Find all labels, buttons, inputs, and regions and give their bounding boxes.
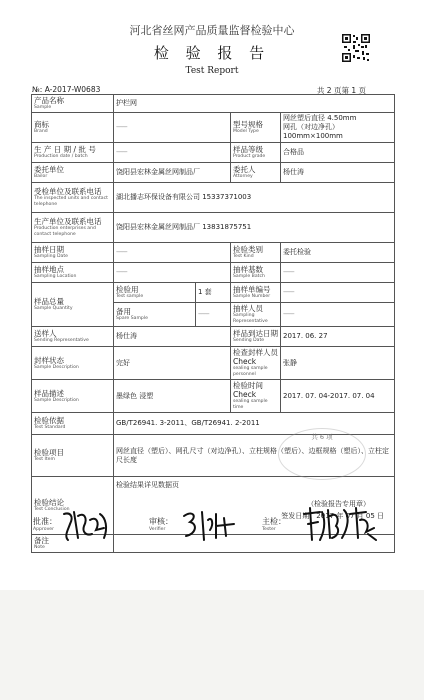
label-test-sample: 检验用 Test sample [114,283,196,303]
value-sampling-rep: ------- [281,303,395,327]
label-inspected-unit: 受检单位及联系电话 The inspected units and contact telephone [32,183,114,213]
label-brand: 商标 Brand [32,113,114,143]
value-sample-number: ------- [281,283,395,303]
label-product-name: 产品名称 Sample [32,95,114,113]
label-sampling-date: 抽样日期 Sampling Date [32,243,114,263]
report-number: №: A-2017-W0683 [32,85,101,94]
tester-label: 主检： Tester [262,517,286,532]
label-sample-quantity: 样品总量 Sample Quantity [32,283,114,327]
label-sampling-rep: 抽样人员 Sampling Representative [231,303,281,327]
value-bailor: 饶阳县宏林金属丝网制品厂 [114,163,231,183]
report-table [31,94,395,553]
label-seal-state: 封样状态 Sample Description [32,347,114,380]
qr-code-icon [341,33,371,63]
label-sample-batch: 抽样基数 Sample Batch [231,263,281,283]
label-production-unit: 生产单位及联系电话 Production enterprises and contact telephone [32,213,114,243]
label-test-kind: 检验类别 Test Kind [231,243,281,263]
approver-label: 批准： Approver [33,517,57,532]
label-sending-date: 样品到达日期 Sending Date [231,327,281,347]
value-sampling-location: ------- [114,263,231,283]
label-grade: 样品等级 Product grade [231,143,281,163]
value-product-name: 护栏网 [114,95,395,113]
value-attorney: 杨仕涛 [281,163,395,183]
value-test-kind: 委托检验 [281,243,395,263]
seal-label: （检验报告专用章） [307,500,371,508]
label-standard: 检验依据 Test Standard [32,413,114,435]
report-title: 检 验 报 告 [153,44,271,62]
value-test-time: 2017. 07. 04-2017. 07. 04 [281,380,395,413]
label-sending-rep: 送样人 Sending Representative [32,327,114,347]
label-date-batch: 生 产 日 期 / 批 号 Production date / batch [32,143,114,163]
label-test-items: 检验项目 Test Item [32,435,114,477]
value-test-items: 网丝直径（塑后）、网孔尺寸（对边净孔）、立柱规格（塑后）、边框规格（塑后）、立柱定尺长度 [114,435,395,477]
value-description: 墨绿色 浸塑 [114,380,231,413]
label-check-person: 检查封样人员 Check sealing sample personnel [231,347,281,380]
value-brand: ------- [114,113,231,143]
label-conclusion: 检验结论 Test Conclusion [32,477,114,535]
verifier-label: 审核： Verifier [149,517,173,532]
page-info: 共 2 页第 1 页 [316,86,366,95]
label-test-time: 检验时间 Check sealing sample time [231,380,281,413]
label-attorney: 委托人 Attorney [231,163,281,183]
label-sample-number: 抽样单编号 Sample Number [231,283,281,303]
value-inspected-unit: 湖北播志环保设备有限公司 15337371003 [114,183,395,213]
official-seal: 共 6 项 [278,428,366,480]
value-check-person: 张静 [281,347,395,380]
issue-date: 签发日期：2017 年 07 月 05 日 [281,512,385,520]
value-sample-batch: ------- [281,263,395,283]
value-sending-rep: 杨仕涛 [114,327,231,347]
report-subtitle: Test Report [185,66,239,76]
value-standard: GB/T26941. 3-2011、GB/T26941. 2-2011 [114,413,395,435]
tester-signature [300,504,380,546]
value-grade: 合格品 [281,143,395,163]
value-conclusion: 检验结果详见数据页 （检验报告专用章） 签发日期：2017 年 07 月 05 日 [114,477,395,535]
label-sampling-location: 抽样地点 Sampling Location [32,263,114,283]
value-seal-state: 完好 [114,347,231,380]
label-model: 型号规格 Model Type [231,113,281,143]
value-production-unit: 饶阳县宏林金属丝网制品厂 13831875751 [114,213,395,243]
org-name: 河北省丝网产品质量监督检验中心 [129,24,295,37]
value-spare-sample: ------- [196,303,231,327]
value-date-batch: ------- [114,143,231,163]
verifier-signature [180,506,240,544]
label-note: 备注 Note [32,535,114,553]
value-test-sample: 1 套 [196,283,231,303]
label-description: 样品描述 Sample Description [32,380,114,413]
label-spare-sample: 备用 Spare Sample [114,303,196,327]
value-sending-date: 2017. 06. 27 [281,327,395,347]
approver-signature [60,506,116,546]
value-model: 网丝塑后直径 4.50mm 网孔（对边净孔）100mm×100mm [281,113,395,143]
value-sampling-date: ------- [114,243,231,263]
label-bailor: 委托单位 Bailor [32,163,114,183]
